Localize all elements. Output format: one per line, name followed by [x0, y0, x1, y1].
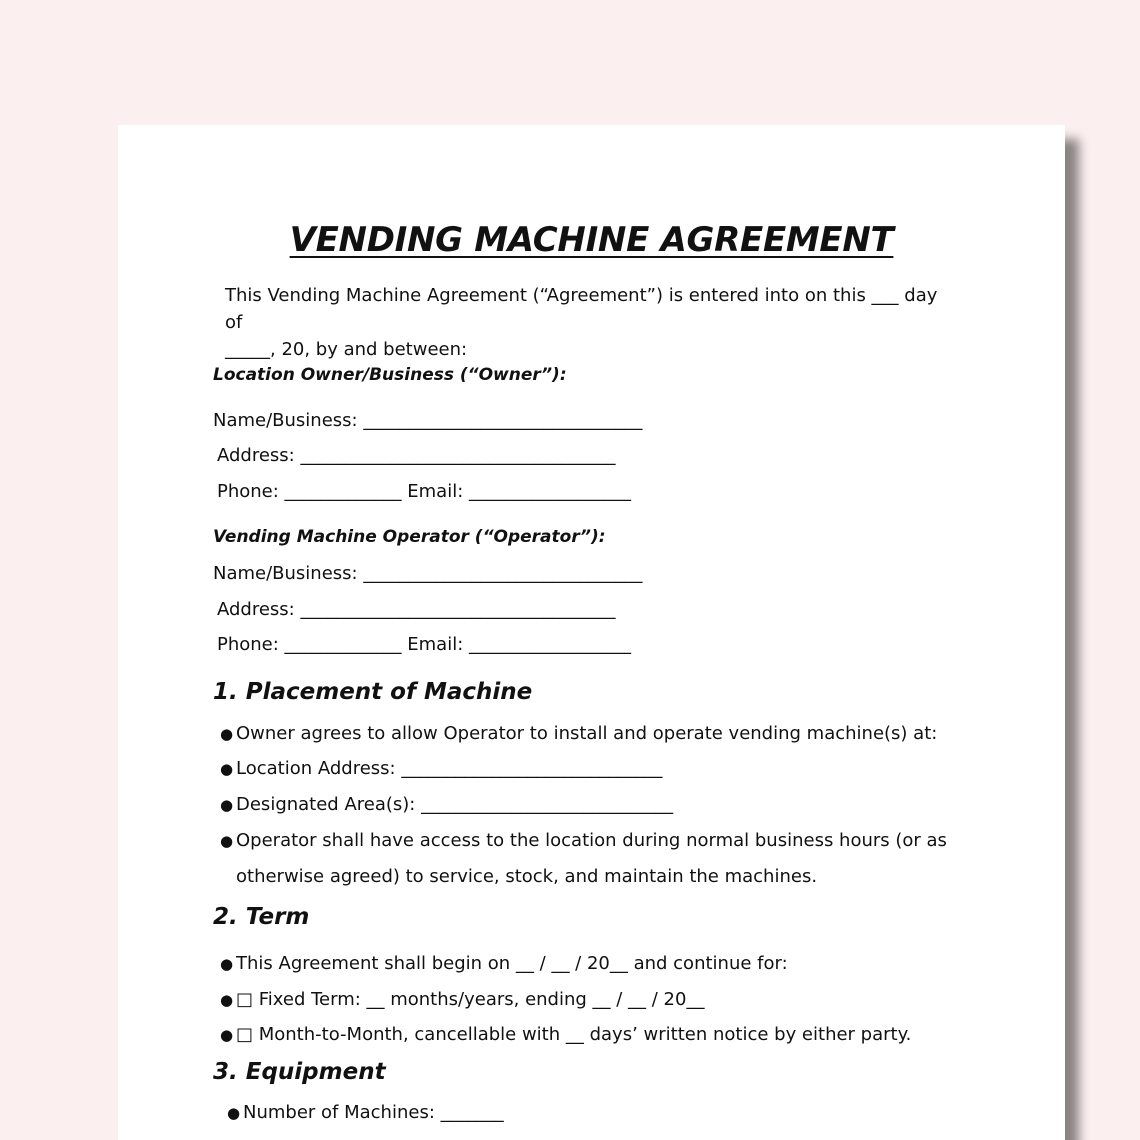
section-2-heading: 2. Term	[213, 904, 310, 930]
bullet-icon: ●	[227, 1104, 241, 1122]
bullet-icon: ●	[220, 991, 234, 1009]
owner-address-field: Address: ___________________________________	[217, 445, 616, 466]
operator-phone-email-field: Phone: _____________ Email: __________________	[217, 634, 631, 655]
bullet-icon: ●	[220, 1026, 234, 1044]
intro-line-1: This Vending Machine Agreement (“Agreement”) is entered into on this ___ day of	[225, 285, 938, 333]
intro-paragraph	[225, 282, 945, 363]
owner-phone-email-field: Phone: _____________ Email: __________________	[217, 481, 631, 502]
operator-heading: Vending Machine Operator (“Operator”):	[213, 527, 606, 547]
document-title: VENDING MACHINE AGREEMENT	[289, 220, 894, 260]
document-page: VENDING MACHINE AGREEMENT This Vending Machine Agreement (“Agreement”) is entered into on this ___ day of _____, 20, by and between: Location Owner/Business (“Owner”): Name/Business: _______________________________ Address: ___________________________________ Phone: _____________ Email: __________________ Vending Machine Operator (“Operator”): Name/Business: _______________________________ Address: ___________________________________ Phone: _____________ Email: __________________ 1. Placement of Machine ● Owner agrees to allow Operator to install and operate vending machine(s) at: ● Location Address: _____________________________ ● Designated Area(s): ____________________________ ● Operator shall have access to the location during normal business hours (or as otherwise agreed) to service, stock, and maintain the machines. 2. Term ● This Agreement shall begin on __ / __ / 20__ and continue for: ● □ Fixed Term: __ months/years, ending __ / __ / 20__ ● □ Month-to-Month, cancellable with __ days’ written notice by either party. 3. Equipment ● Number of Machines: _______	[118, 125, 1065, 1140]
bullet-icon: ●	[220, 955, 234, 973]
section-3-heading: 3. Equipment	[213, 1059, 386, 1085]
bullet-icon: ●	[220, 760, 234, 778]
operator-name-field: Name/Business: _______________________________	[213, 563, 643, 584]
bullet-icon: ●	[220, 796, 234, 814]
operator-address-field: Address: ___________________________________	[217, 599, 616, 620]
owner-name-field: Name/Business: _______________________________	[213, 410, 643, 431]
bullet-icon: ●	[220, 832, 234, 850]
bullet-icon: ●	[220, 725, 234, 743]
section-1-heading: 1. Placement of Machine	[213, 679, 533, 705]
intro-line-2: _____, 20, by and between:	[225, 339, 468, 360]
owner-heading: Location Owner/Business (“Owner”):	[213, 365, 567, 385]
